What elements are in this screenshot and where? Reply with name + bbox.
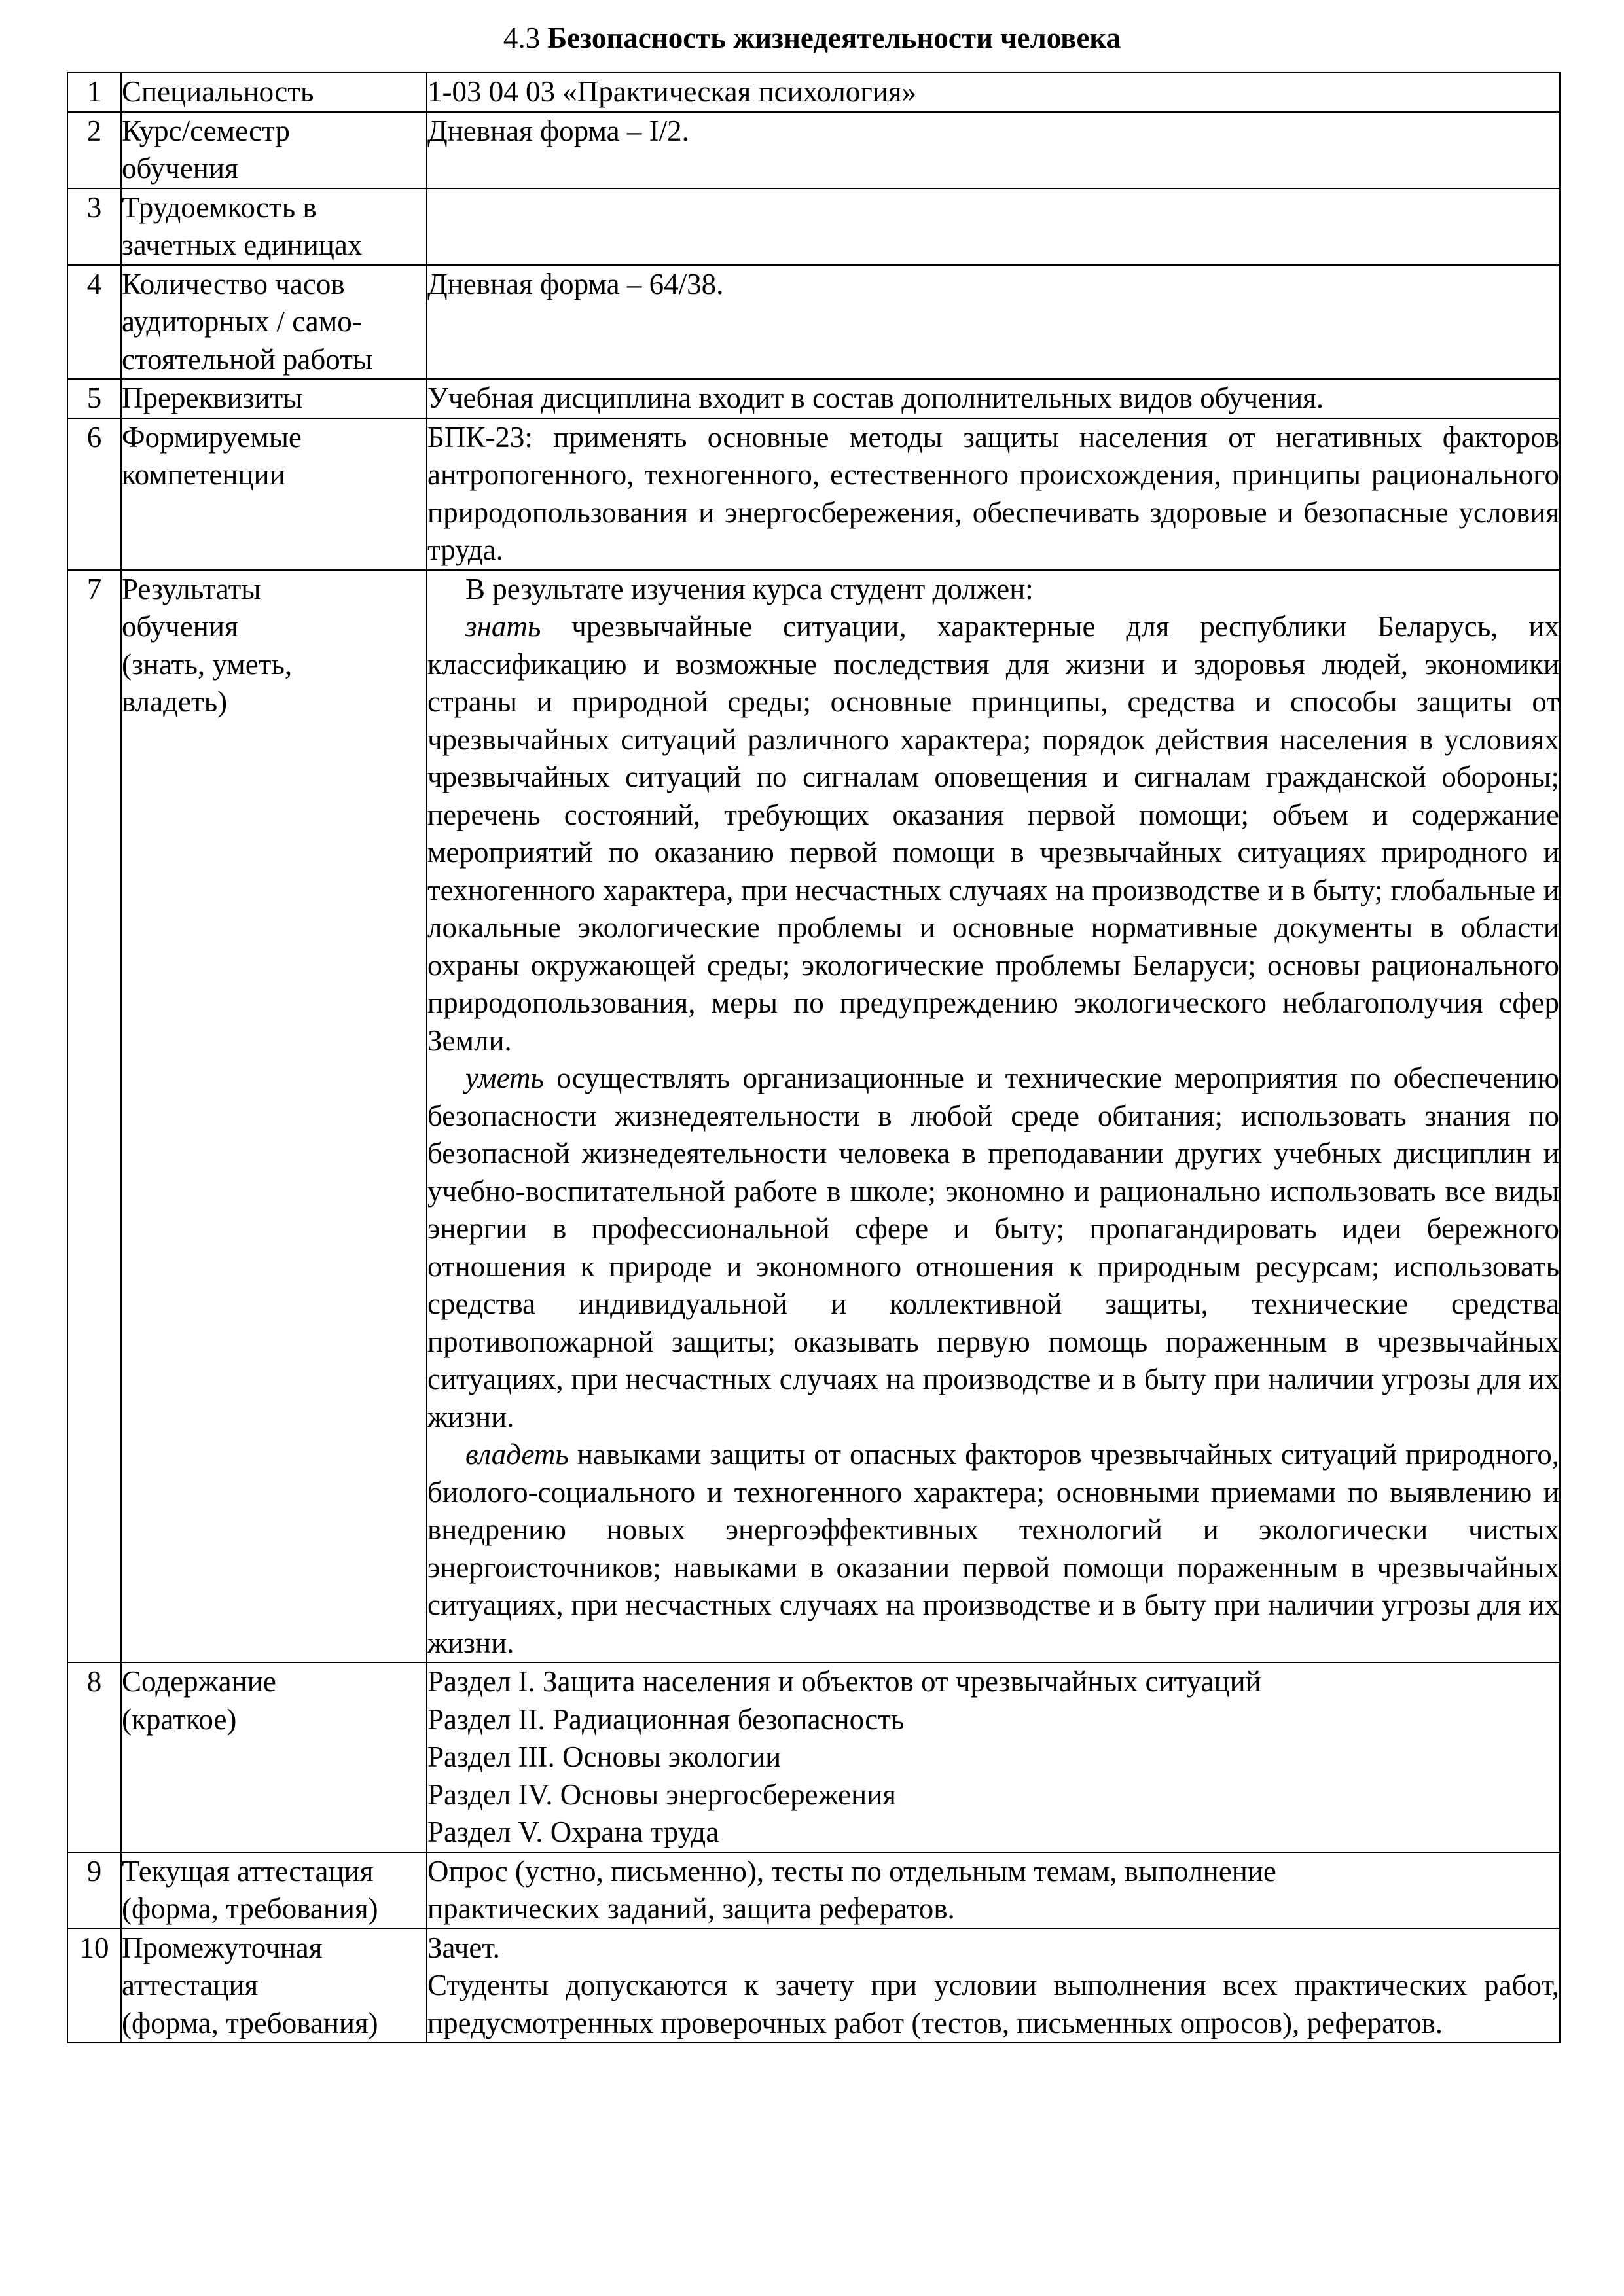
row-number: 1	[67, 73, 121, 112]
row-value	[427, 1662, 1560, 1852]
section-title: Безопасность жизнедеятельности человека	[547, 22, 1121, 54]
content-section: Раздел III. Основы экологии	[427, 1740, 782, 1773]
row-value: Дневная форма – I/2.	[427, 112, 1560, 188]
row-number: 5	[67, 379, 121, 418]
row-label: Пререквизиты	[121, 379, 427, 418]
table-row	[67, 1852, 1560, 1929]
row-value	[427, 418, 1560, 570]
row-label: Содержание (краткое)	[121, 1662, 427, 1852]
content-section: Раздел II. Радиационная безопасность	[427, 1702, 905, 1736]
row-value	[427, 188, 1560, 265]
row-number: 7	[67, 570, 121, 1663]
assessment-requirements: Студенты допускаются к зачету при условии выполнения всех практических работ, предусмотренных проверочных работ (тестов, письменных опросов), рефератов.	[427, 1969, 1559, 2039]
able-term: уметь	[465, 1062, 544, 1094]
row-number: 8	[67, 1662, 121, 1852]
row-value: Учебная дисциплина входит в состав дополнительных видов обучения.	[427, 379, 1560, 418]
row-label: Формируемые компетенции	[121, 418, 427, 570]
assessment-form: Зачет.	[427, 1931, 500, 1964]
row-number: 6	[67, 418, 121, 570]
results-know	[427, 608, 1559, 1060]
content-section: Раздел IV. Основы энергосбережения	[427, 1778, 896, 1811]
able-text: осуществлять организационные и технические мероприятия по обеспечению безопасности жизнедеятельности в любой среде обитания; использовать знания по безопасной жизнедеятельности человека в преподавании других учебных дисциплин и учебно-воспитательной работе в школе; экономно и рационально использовать все виды энергии в профессиональной сфере и быту; пропагандировать идеи бережного отношения к природе и экономного отношения к природным ресурсам; использовать средства индивидуальной и коллективной защиты, технические средства противопожарной защиты; оказывать первую помощь пораженным в чрезвычайных ситуациях, при несчастных случаях на производстве и в быту при наличии угрозы для их жизни.	[427, 1062, 1560, 1433]
table-row	[67, 265, 1560, 380]
content-section: Раздел I. Защита населения и объектов от чрезвычайных ситуаций	[427, 1665, 1261, 1698]
table-row	[67, 1662, 1560, 1852]
row-value	[427, 1929, 1560, 2043]
row-value: 1-03 04 03 «Практическая психология»	[427, 73, 1560, 112]
table-row	[67, 73, 1560, 112]
own-term: владеть	[465, 1438, 569, 1471]
row-label: Специальность	[121, 73, 427, 112]
row-number: 3	[67, 188, 121, 265]
section-number: 4.3	[503, 22, 541, 54]
course-info-table	[67, 72, 1561, 2043]
row-value: Опрос (устно, письменно), тесты по отдельным темам, выполнение практических заданий, защита рефератов.	[427, 1852, 1560, 1929]
own-text: навыками защиты от опасных факторов чрезвычайных ситуаций природного, биолого-социального и техногенного характера; основными приемами по выявлению и внедрению новых энергоэффективных технологий и экологически чистых энергоисточников; навыками в оказании первой помощи пораженным в чрезвычайных ситуациях, при несчастных случаях на производстве и в быту при наличии угрозы для их жизни.	[427, 1438, 1559, 1659]
competence-text: БПК-23: применять основные методы защиты населения от негативных факторов антропогенного, техногенного, естественного происхождения, принципы рационального природопользования и энергосбережения, обеспечивать здоровые и безопасные условия труда.	[427, 420, 1559, 566]
content-section: Раздел V. Охрана труда	[427, 1816, 719, 1848]
results-able	[427, 1060, 1559, 1436]
row-label: Количество часов аудиторных / само- стоятельной работы	[121, 265, 427, 380]
table-row	[67, 379, 1560, 418]
table-row	[67, 1929, 1560, 2043]
row-label: Промежуточная аттестация (форма, требования)	[121, 1929, 427, 2043]
row-label: Текущая аттестация (форма, требования)	[121, 1852, 427, 1929]
row-number: 2	[67, 112, 121, 188]
results-own	[427, 1436, 1559, 1662]
table-row	[67, 112, 1560, 188]
row-value	[427, 570, 1560, 1663]
table-row	[67, 570, 1560, 1663]
table-row	[67, 188, 1560, 265]
know-term: знать	[465, 610, 541, 643]
know-text: чрезвычайные ситуации, характерные для республики Беларусь, их классификацию и возможные последствия для жизни и здоровья людей, экономики страны и природной среды; основные принципы, средства и способы защиты от чрезвычайных ситуаций различного характера; порядок действия населения в условиях чрезвычайных ситуаций по сигналам оповещения и сигналам гражданской обороны; перечень состояний, требующих оказания первой помощи; объем и содержание мероприятий по оказанию первой помощи в чрезвычайных ситуациях природного и техногенного характера, при несчастных случаях на производстве и в быту; глобальные и локальные экологические проблемы и основные нормативные документы в области охраны окружающей среды; экологические проблемы Беларуси; основы рационального природопользования, меры по предупреждению экологического неблагополучия сфер Земли.	[427, 610, 1559, 1057]
row-label: Курс/семестр обучения	[121, 112, 427, 188]
row-label: Результаты обучения (знать, уметь, владеть)	[121, 570, 427, 1663]
row-number: 10	[67, 1929, 121, 2043]
row-number: 9	[67, 1852, 121, 1929]
table-row	[67, 418, 1560, 570]
row-number: 4	[67, 265, 121, 380]
document-title	[0, 18, 1624, 58]
row-label: Трудоемкость в зачетных единицах	[121, 188, 427, 265]
row-value: Дневная форма – 64/38.	[427, 265, 1560, 380]
results-intro: В результате изучения курса студент должен:	[465, 572, 1034, 605]
